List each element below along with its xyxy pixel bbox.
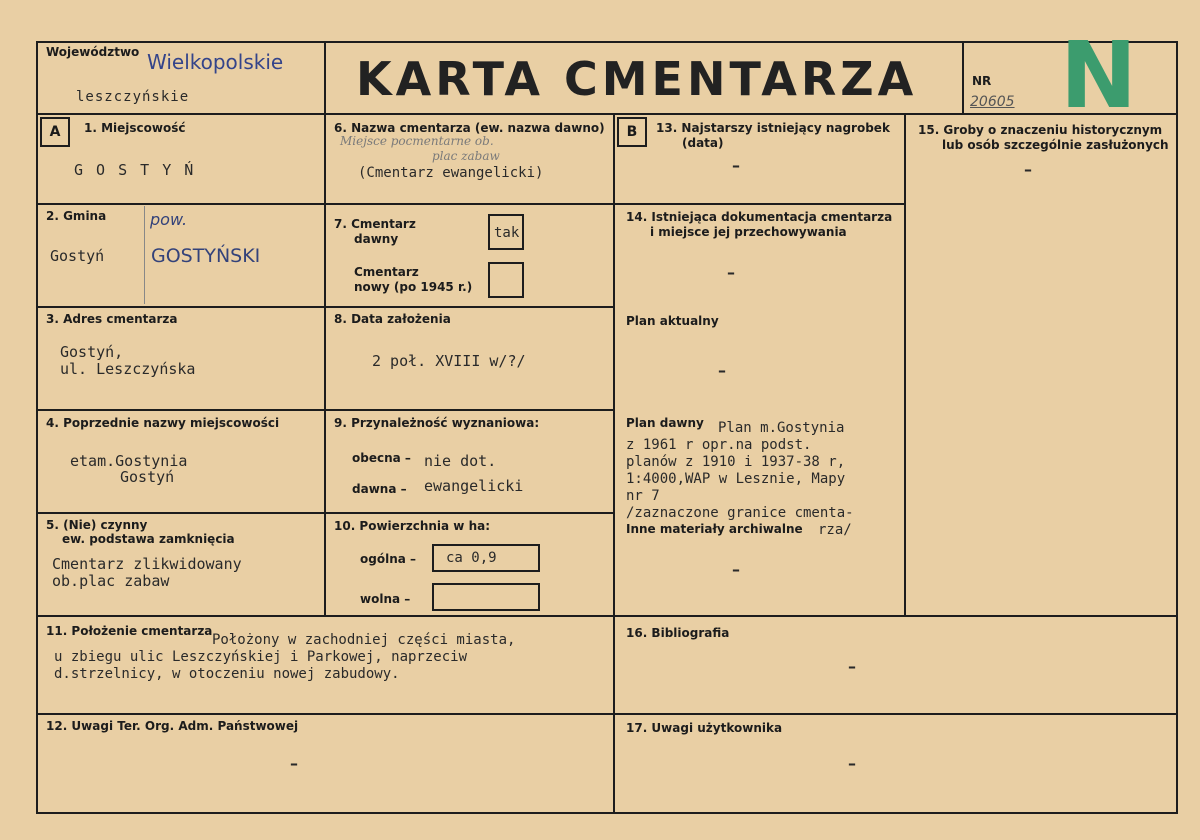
field-12-label: 12. Uwagi Ter. Org. Adm. Państwowej — [46, 719, 299, 733]
field-13-label-1: 13. Najstarszy istniejący nagrobek — [656, 121, 890, 135]
field-13-label-2: (data) — [682, 136, 724, 150]
field-1-value: G O S T Y Ń — [74, 161, 196, 179]
field-3-line-1: Gostyń, — [60, 343, 124, 361]
plan-old-line-6: /zaznaczone granice cmenta- — [626, 505, 854, 521]
field-11-line-3: d.strzelnicy, w otoczeniu nowej zabudowy. — [54, 666, 400, 682]
wojewodztwo-label: Województwo — [46, 45, 140, 59]
header-split-1 — [324, 41, 326, 114]
field-2-hand-pow: pow. — [150, 210, 188, 229]
frame-top — [36, 41, 1178, 43]
plan-old-line-2: z 1961 r opr.na podst. — [626, 437, 812, 453]
row-line-4 — [36, 512, 614, 514]
field-15-label-2: lub osób szczególnie zasłużonych — [942, 138, 1169, 152]
col-divider-2 — [613, 113, 615, 813]
field-17-dash: – — [848, 754, 856, 773]
plan-old-line-4: 1:4000,WAP w Lesznie, Mapy — [626, 471, 846, 487]
section-a-marker: A — [40, 117, 70, 147]
field-7-label-2: dawny — [354, 232, 399, 246]
archival-tail: rza/ — [818, 522, 852, 538]
archival-label: Inne materiały archiwalne — [626, 522, 803, 536]
field-2-value: Gostyń — [50, 247, 105, 265]
field-4-line-2: Gostyń — [120, 468, 175, 486]
field-17-label: 17. Uwagi użytkownika — [626, 721, 783, 735]
field-7-new-label-2: nowy (po 1945 r.) — [354, 280, 473, 294]
field-9-current-label: obecna – — [352, 451, 411, 465]
plan-current-dash: – — [718, 361, 726, 380]
field-5-line-2: ob.plac zabaw — [52, 572, 170, 590]
frame-right — [1176, 41, 1178, 814]
field-3-line-2: ul. Leszczyńska — [60, 360, 196, 378]
header-split-2 — [962, 41, 964, 114]
plan-old-line-1: Plan m.Gostynia — [718, 420, 845, 436]
field-10-free-label: wolna – — [360, 592, 411, 606]
col-divider-1 — [324, 113, 326, 616]
field-7-label-1: 7. Cmentarz — [334, 217, 416, 231]
field-8-label: 8. Data założenia — [334, 312, 451, 326]
field-15-label-1: 15. Groby o znaczeniu historycznym — [918, 123, 1163, 137]
section-b-marker: B — [617, 117, 647, 147]
wojewodztwo-stamp: Wielkopolskie — [147, 50, 284, 74]
archival-dash: – — [732, 560, 740, 579]
nr-label: NR — [972, 74, 992, 88]
field-11-line-1: Położony w zachodniej części miasta, — [212, 632, 516, 648]
frame-left — [36, 41, 38, 814]
field-9-past-label: dawna – — [352, 482, 407, 496]
field-9-current-value: nie dot. — [424, 452, 497, 470]
field-11-line-2: u zbiegu ulic Leszczyńskiej i Parkowej, naprzeciw — [54, 649, 468, 665]
field-10-free-box — [432, 583, 540, 611]
field-9-past-value: ewangelicki — [424, 477, 524, 495]
card-title: KARTA CMENTARZA — [356, 52, 918, 106]
field-6-label: 6. Nazwa cmentarza (ew. nazwa dawno) — [334, 121, 605, 135]
b-row-line — [613, 203, 905, 205]
powiat-value: leszczyńskie — [76, 89, 190, 105]
plan-old-line-5: nr 7 — [626, 488, 660, 504]
frame-bottom — [36, 812, 1178, 814]
field-16-dash: – — [848, 657, 856, 676]
header-divider — [36, 113, 1178, 115]
field-14-label-1: 14. Istniejąca dokumentacja cmentarza — [626, 210, 893, 224]
plan-old-line-3: planów z 1910 i 1937-38 r, — [626, 454, 846, 470]
plan-old-label: Plan dawny — [626, 416, 704, 430]
field-9-label: 9. Przynależność wyznaniowa: — [334, 416, 540, 430]
field-7-new-checkbox — [488, 262, 524, 298]
field-2-label: 2. Gmina — [46, 209, 107, 223]
field-6-hand-2: plac zabaw — [432, 149, 500, 163]
field-16-label: 16. Bibliografia — [626, 626, 730, 640]
row-line-5 — [36, 615, 1178, 617]
nr-value: 20605 — [970, 94, 1015, 110]
field-1-label: 1. Miejscowość — [84, 121, 186, 135]
field-2-divider — [144, 206, 145, 304]
field-10-label: 10. Powierzchnia w ha: — [334, 519, 491, 533]
field-2-hand-county: GOSTYŃSKI — [151, 245, 261, 267]
field-7-new-label-1: Cmentarz — [354, 265, 419, 279]
field-5-label-1: 5. (Nie) czynny — [46, 518, 148, 532]
row-line-2 — [36, 306, 614, 308]
field-5-line-1: Cmentarz zlikwidowany — [52, 555, 242, 573]
green-n-marker: N — [1060, 22, 1137, 129]
field-8-value: 2 poł. XVIII w/?/ — [372, 352, 526, 370]
field-15-dash: – — [1024, 160, 1032, 179]
row-line-1 — [36, 203, 614, 205]
row-line-6 — [36, 713, 1178, 715]
field-11-label: 11. Położenie cmentarza — [46, 624, 213, 638]
field-4-line-1: etam.Gostynia — [70, 452, 188, 470]
field-14-dash: – — [727, 263, 735, 282]
field-10-total-label: ogólna – — [360, 552, 417, 566]
field-6-value: (Cmentarz ewangelicki) — [358, 165, 544, 181]
field-4-label: 4. Poprzednie nazwy miejscowości — [46, 416, 280, 430]
field-3-label: 3. Adres cmentarza — [46, 312, 178, 326]
field-7-tak: tak — [494, 225, 520, 241]
field-13-dash: – — [732, 156, 740, 175]
field-14-label-2: i miejsce jej przechowywania — [650, 225, 847, 239]
field-5-label-2: ew. podstawa zamknięcia — [62, 532, 235, 546]
field-10-total-value: ca 0,9 — [446, 550, 497, 566]
col-divider-3 — [904, 113, 906, 616]
field-6-hand-1: Miejsce pocmentarne ob. — [340, 134, 494, 148]
row-line-3 — [36, 409, 614, 411]
plan-current-label: Plan aktualny — [626, 314, 719, 328]
field-12-dash: – — [290, 754, 298, 773]
